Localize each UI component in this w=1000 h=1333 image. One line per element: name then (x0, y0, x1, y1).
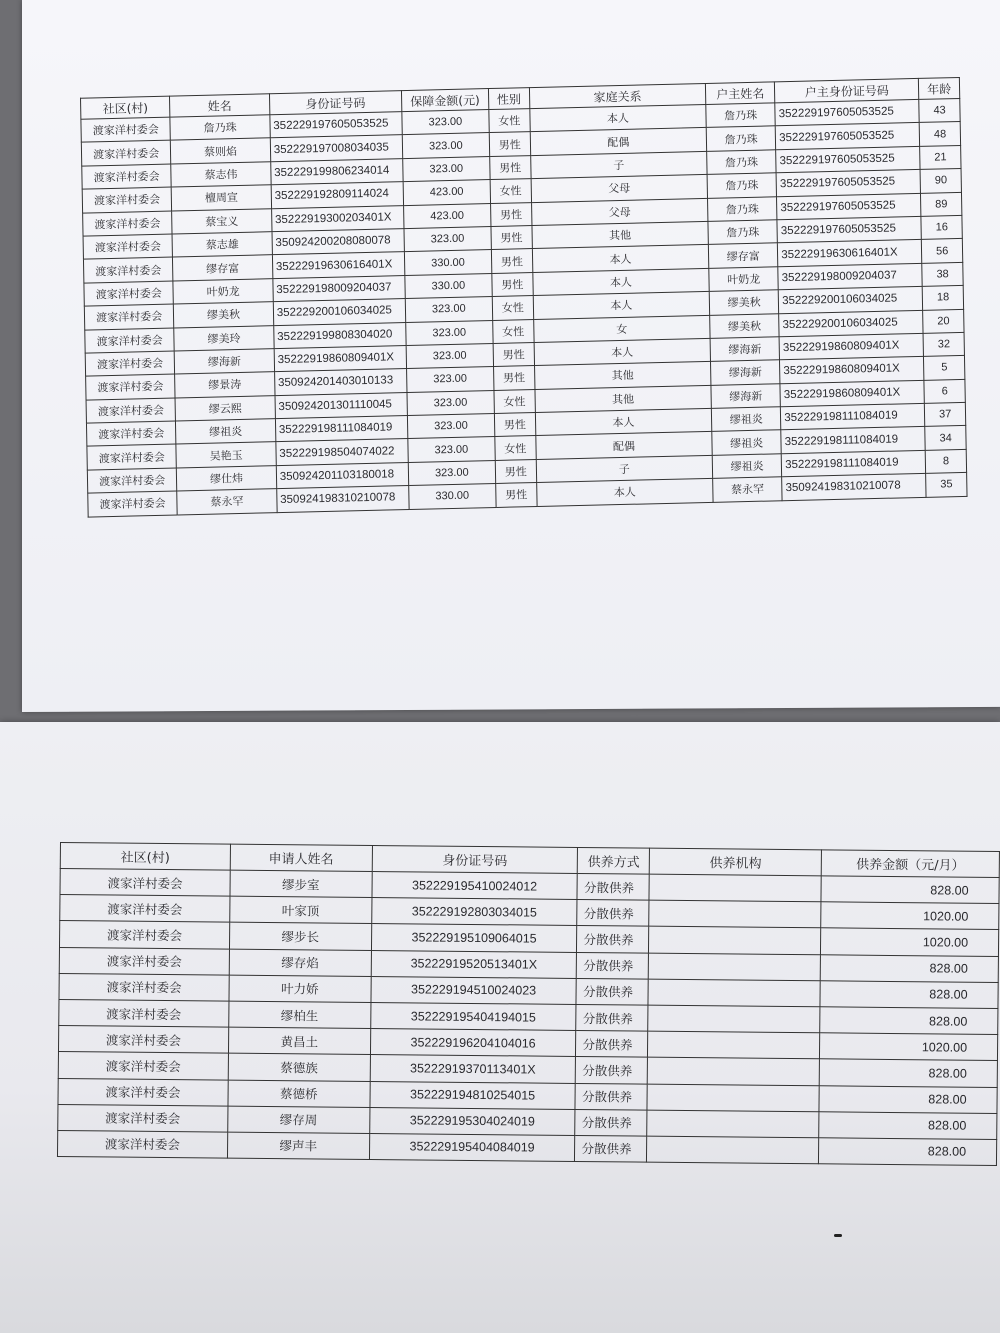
table-cell: 男性 (494, 366, 535, 390)
table-cell: 323.00 (408, 460, 496, 485)
table-cell: 詹乃珠 (707, 173, 776, 198)
table-cell: 352229198111084019 (781, 427, 926, 454)
table-cell: 渡家洋村委会 (58, 1078, 228, 1106)
table-cell: 缪声丰 (227, 1132, 369, 1160)
table-cell: 本人 (532, 268, 709, 296)
table-cell: 蔡宝义 (172, 208, 272, 234)
table-cell: 叶奶龙 (709, 267, 778, 292)
column-header: 保障金额(元) (401, 89, 489, 112)
table-cell: 男性 (495, 459, 536, 483)
table-cell: 828.00 (819, 1059, 997, 1087)
table-cell: 缪存周 (228, 1106, 370, 1134)
table-cell (647, 1136, 819, 1164)
column-header: 社区(村) (60, 843, 230, 871)
table-cell: 323.00 (404, 226, 492, 251)
table-cell: 352229194810254015 (370, 1081, 576, 1109)
table-cell: 352229192803034015 (371, 898, 577, 926)
table-cell: 缪祖炎 (712, 430, 781, 455)
table-cell: 828.00 (820, 954, 998, 982)
table-cell: 5 (924, 356, 965, 380)
table-cell: 18 (923, 286, 964, 310)
table-cell: 35222919630616401X (778, 240, 923, 267)
table-cell: 分散供养 (576, 978, 648, 1005)
table-cell: 詹乃珠 (706, 103, 775, 128)
table-cell: 其他 (535, 385, 712, 413)
table-cell: 渡家洋村委会 (82, 164, 172, 189)
table-cell (649, 927, 821, 955)
table-cell: 323.00 (407, 414, 495, 439)
table-cell: 1020.00 (821, 902, 999, 930)
table-cell: 渡家洋村委会 (84, 281, 174, 306)
table-cell (647, 1110, 819, 1138)
column-header: 年龄 (919, 77, 960, 99)
table-cell: 父母 (531, 175, 708, 203)
table-cell: 350924201301110045 (275, 392, 407, 418)
table-cell: 渡家洋村委会 (84, 304, 174, 329)
table-cell: 352229197605053525 (775, 123, 920, 150)
table-cell: 323.00 (402, 156, 490, 181)
table-cell: 828.00 (819, 1085, 997, 1113)
table-cell: 323.00 (406, 343, 494, 368)
table-cell: 缪海新 (174, 349, 274, 375)
table-cell: 本人 (534, 338, 711, 366)
table-cell: 缪美秋 (710, 313, 779, 338)
table-cell: 352229195404194015 (370, 1002, 576, 1030)
table-cell: 分散供养 (577, 900, 649, 927)
table-cell: 配偶 (530, 128, 707, 156)
table-cell: 缪海新 (710, 337, 779, 362)
table-cell: 蔡志雄 (172, 232, 272, 258)
table-cell: 渡家洋村委会 (85, 351, 175, 376)
table-cell: 詹乃珠 (170, 115, 270, 141)
table-cell: 323.00 (405, 320, 493, 345)
table-cell: 渡家洋村委会 (82, 187, 172, 212)
table-cell: 渡家洋村委会 (58, 1104, 228, 1132)
table-cell: 352229197605053525 (270, 112, 402, 138)
table-cell: 吴艳玉 (176, 442, 276, 468)
table-cell: 渡家洋村委会 (59, 973, 229, 1001)
table-cell: 缪存富 (173, 255, 273, 281)
table-cell: 35222919300203401X (271, 205, 403, 231)
table-cell: 分散供养 (577, 873, 649, 900)
table-cell: 352229198504074022 (276, 439, 408, 465)
table-cell: 男性 (492, 272, 533, 296)
table-cell: 蔡德族 (228, 1053, 370, 1081)
table-cell: 35222919860809401X (780, 357, 925, 384)
table-cell: 缪柏生 (229, 1001, 371, 1029)
table-cell (649, 900, 821, 928)
table-cell: 渡家洋村委会 (60, 869, 230, 897)
table-cell: 渡家洋村委会 (59, 947, 229, 975)
table-cell: 女性 (494, 389, 535, 413)
table-cell: 本人 (536, 479, 713, 507)
table-cell: 352229198111084019 (275, 416, 407, 442)
ink-speck (834, 1234, 842, 1237)
table-cell: 分散供养 (576, 1057, 648, 1084)
table-cell: 缪海新 (711, 383, 780, 408)
table-cell: 828.00 (819, 1138, 997, 1166)
column-header: 姓名 (170, 94, 270, 117)
table-cell: 渡家洋村委会 (86, 374, 176, 399)
table-cell: 子 (536, 455, 713, 483)
table-cell: 男性 (491, 226, 532, 250)
table-cell: 323.00 (402, 110, 490, 135)
table-cell: 渡家洋村委会 (86, 421, 176, 446)
table-cell: 352229192809114024 (271, 182, 403, 208)
table-cell: 配偶 (535, 432, 712, 460)
table-cell: 分散供养 (576, 1031, 648, 1058)
table-cell: 渡家洋村委会 (58, 1052, 228, 1080)
table-cell: 缪美秋 (174, 302, 274, 328)
table-cell: 渡家洋村委会 (87, 444, 177, 469)
table-cell: 子 (530, 151, 707, 179)
table-cell: 父母 (531, 198, 708, 226)
table-cell: 缪云熙 (175, 395, 275, 421)
table-cell: 352229198009204037 (778, 263, 923, 290)
table-cell: 詹乃珠 (707, 150, 776, 175)
table-cell: 詹乃珠 (708, 220, 777, 245)
table-cell: 35222919520513401X (371, 950, 577, 978)
table-cell: 20 (923, 309, 964, 333)
table-cell: 缪仕炜 (177, 465, 277, 491)
table-cell: 828.00 (819, 1111, 997, 1139)
table-cell: 渡家洋村委会 (85, 328, 175, 353)
table-cell: 本人 (532, 245, 709, 273)
table-cell: 檀周宣 (171, 185, 271, 211)
table-cell: 8 (926, 449, 967, 473)
table-cell: 35222919630616401X (272, 252, 404, 278)
table-cell: 渡家洋村委会 (59, 999, 229, 1027)
table-cell: 渡家洋村委会 (60, 895, 230, 923)
table-cell: 詹乃珠 (708, 196, 777, 221)
table-cell: 叶奶龙 (173, 278, 273, 304)
table-cell: 缪祖炎 (712, 407, 781, 432)
table-cell: 352229195304024019 (369, 1107, 575, 1135)
table-cell: 男性 (491, 202, 532, 226)
table-cell: 323.00 (408, 437, 496, 462)
table-cell: 渡家洋村委会 (81, 117, 171, 142)
table-cell: 渡家洋村委会 (58, 1026, 228, 1054)
top-paper-sheet (22, 0, 1000, 712)
table-cell: 350924201103180018 (276, 462, 408, 488)
table-cell: 叶家顶 (230, 896, 372, 924)
table-cell: 6 (924, 379, 965, 403)
table-cell: 38 (922, 262, 963, 286)
table-cell: 分散供养 (577, 926, 649, 953)
column-header: 身份证号码 (269, 91, 401, 115)
table-cell: 渡家洋村委会 (86, 398, 176, 423)
table-cell: 90 (920, 169, 961, 193)
table-cell: 其他 (532, 221, 709, 249)
table-cell: 35222919370113401X (370, 1055, 576, 1083)
table-cell: 32 (923, 332, 964, 356)
table-cell: 330.00 (404, 250, 492, 275)
table-cell: 352229195410024012 (372, 871, 578, 899)
table-cell: 詹乃珠 (706, 126, 775, 151)
table-cell: 352229195404084019 (369, 1133, 575, 1161)
table-cell: 叶力娇 (229, 975, 371, 1003)
table-cell: 本人 (529, 104, 706, 132)
table-cell: 女性 (495, 436, 536, 460)
table-cell (648, 979, 820, 1007)
table-cell: 323.00 (402, 133, 490, 158)
table-cell: 黄昌土 (228, 1027, 370, 1055)
column-header: 户主身份证号码 (775, 78, 919, 102)
column-header: 家庭关系 (529, 83, 706, 108)
column-header: 社区(村) (81, 96, 171, 119)
table-cell: 352229198111084019 (781, 450, 926, 477)
table-cell: 蔡则焰 (171, 138, 271, 164)
table-cell: 43 (919, 98, 960, 122)
table-cell: 48 (920, 122, 961, 146)
table-cell: 蔡永罕 (713, 477, 782, 502)
table-cell: 渡家洋村委会 (83, 257, 173, 282)
table-cell: 男性 (493, 342, 534, 366)
table-cell: 渡家洋村委会 (83, 234, 173, 259)
column-header: 户主姓名 (706, 82, 775, 105)
table-cell: 女性 (492, 296, 533, 320)
subsidy-household-table (80, 77, 968, 517)
table-cell: 男性 (494, 413, 535, 437)
table-cell: 828.00 (820, 981, 998, 1009)
table-cell: 男性 (496, 483, 537, 507)
column-header: 供养金额（元/月） (821, 850, 999, 878)
table-cell: 渡家洋村委会 (81, 140, 171, 165)
table-cell (649, 953, 821, 981)
table-cell: 352229196204104016 (370, 1029, 576, 1057)
table-cell: 352229200106034025 (779, 310, 924, 337)
table-cell: 323.00 (405, 297, 493, 322)
table-cell: 渡家洋村委会 (87, 468, 177, 493)
table-cell: 分散供养 (575, 1135, 647, 1162)
table-cell: 缪步室 (230, 870, 372, 898)
table-cell: 缪海新 (711, 360, 780, 385)
table-cell: 蔡志伟 (171, 162, 271, 188)
table-cell: 16 (921, 215, 962, 239)
table-cell: 分散供养 (575, 1109, 647, 1136)
table-cell: 本人 (533, 292, 710, 320)
support-recipient-table (57, 842, 1000, 1166)
table-body (81, 98, 967, 516)
table-cell: 37 (925, 402, 966, 426)
table-cell: 男性 (490, 155, 531, 179)
table-cell: 蔡永罕 (177, 489, 277, 515)
table-cell: 男性 (489, 132, 530, 156)
table-cell (647, 1084, 819, 1112)
table-body (57, 869, 999, 1166)
table-cell: 350924198310210078 (782, 474, 927, 501)
table-cell: 352229197605053525 (777, 193, 922, 220)
table-cell: 女性 (489, 109, 530, 133)
table-cell: 350924198310210078 (277, 486, 409, 512)
bottom-paper-sheet (0, 722, 1000, 1333)
table-cell: 1020.00 (821, 928, 999, 956)
table-cell: 分散供养 (575, 1083, 647, 1110)
table-cell: 女 (533, 315, 710, 343)
table-cell: 350924201403010133 (274, 369, 406, 395)
table-cell: 女性 (493, 319, 534, 343)
table-cell: 渡家洋村委会 (57, 1130, 227, 1158)
table-cell: 352229195109064015 (371, 924, 577, 952)
column-header: 供养机构 (650, 848, 822, 876)
table-cell: 渡家洋村委会 (83, 211, 173, 236)
table-cell: 缪美秋 (709, 290, 778, 315)
table-cell: 352229197605053525 (776, 146, 921, 173)
table-cell: 323.00 (407, 390, 495, 415)
table-cell: 352229197008034035 (270, 135, 402, 161)
table-cell: 缪步长 (229, 923, 371, 951)
table-cell: 其他 (534, 362, 711, 390)
table-cell: 828.00 (820, 1007, 998, 1035)
table-cell: 352229197605053525 (776, 170, 921, 197)
table-cell: 蔡德桥 (228, 1080, 370, 1108)
column-header: 身份证号码 (372, 845, 578, 873)
table-cell (649, 874, 821, 902)
table-cell: 缪景涛 (175, 372, 275, 398)
table-cell: 缪祖炎 (176, 419, 276, 445)
table-cell: 828.00 (821, 876, 999, 904)
table-cell: 分散供养 (576, 1004, 648, 1031)
table-cell: 分散供养 (577, 952, 649, 979)
table-cell: 男性 (491, 249, 532, 273)
table-cell: 423.00 (403, 180, 491, 205)
table-cell: 352229198111084019 (781, 403, 926, 430)
column-header: 申请人姓名 (230, 844, 372, 871)
table-cell: 323.00 (406, 367, 494, 392)
column-header: 供养方式 (578, 847, 650, 874)
table-cell: 35222919860809401X (274, 345, 406, 371)
table-cell: 渡家洋村委会 (88, 491, 178, 516)
table-cell (648, 1031, 820, 1059)
table-cell: 352229194510024023 (371, 976, 577, 1004)
table-cell: 缪美玲 (174, 325, 274, 351)
table-cell: 352229197605053525 (775, 99, 920, 126)
table-cell: 352229197605053525 (777, 216, 922, 243)
table-cell: 21 (920, 145, 961, 169)
table-cell: 330.00 (408, 484, 496, 509)
table-cell: 352229200106034025 (273, 299, 405, 325)
table-cell: 352229199808304020 (274, 322, 406, 348)
table-cell (648, 1057, 820, 1085)
table-cell: 1020.00 (820, 1033, 998, 1061)
table-cell: 352229200106034025 (778, 287, 923, 314)
column-header: 性别 (488, 88, 529, 110)
table-cell: 350924200208080078 (272, 229, 404, 255)
table-cell (648, 1005, 820, 1033)
table-cell: 35222919860809401X (779, 333, 924, 360)
table-cell: 34 (925, 426, 966, 450)
table-cell: 89 (921, 192, 962, 216)
table-cell: 本人 (535, 408, 712, 436)
table-cell: 35 (926, 473, 967, 497)
table-cell: 35222919860809401X (780, 380, 925, 407)
table-cell: 423.00 (403, 203, 491, 228)
table-cell: 缪存焰 (229, 949, 371, 977)
table-cell: 330.00 (405, 273, 493, 298)
table-cell: 缪祖炎 (712, 454, 781, 479)
table-cell: 渡家洋村委会 (59, 921, 229, 949)
table-cell: 女性 (490, 179, 531, 203)
table-cell: 56 (922, 239, 963, 263)
table-cell: 352229198009204037 (273, 275, 405, 301)
table-cell: 缪存富 (709, 243, 778, 268)
table-cell: 352229199806234014 (271, 158, 403, 184)
